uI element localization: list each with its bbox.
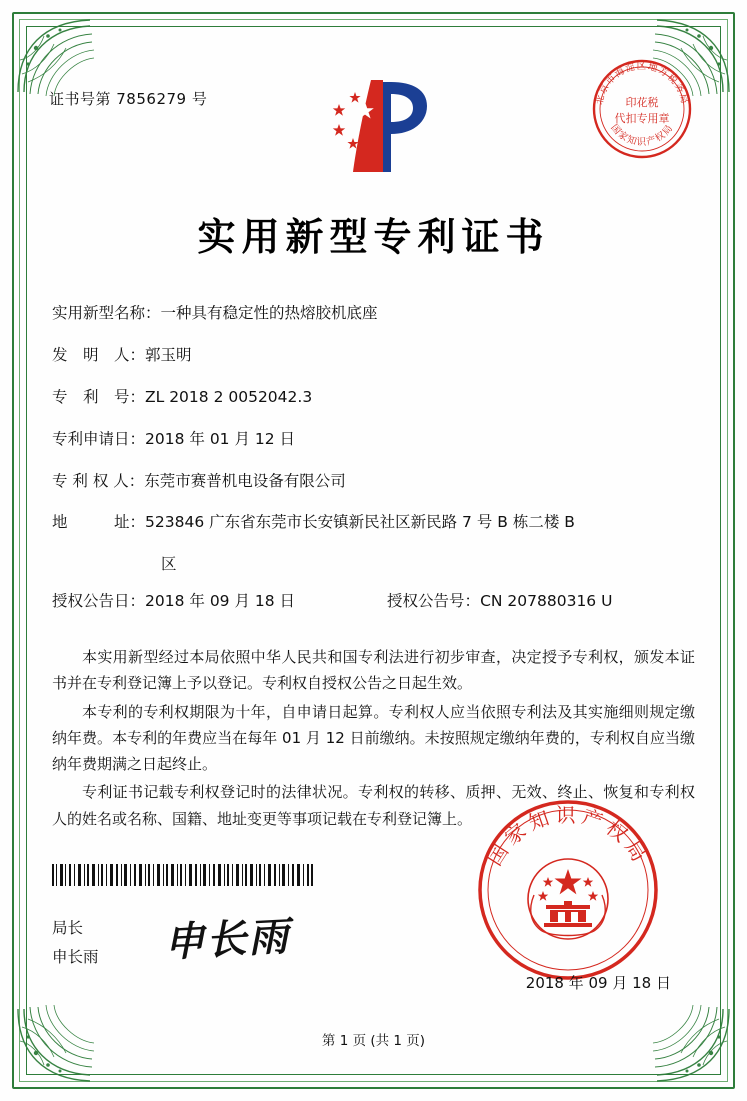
field-value: 东莞市赛普机电设备有限公司 (144, 471, 346, 490)
field-value: 一种具有稳定性的热熔胶机底座 (160, 304, 378, 322)
grant-publication-number-group (387, 592, 612, 611)
director-name: 申长雨 (52, 948, 99, 967)
signature-block (52, 914, 99, 973)
field-label: 发 明 人： (52, 345, 146, 364)
field-value-grant-date: 2018 年 09 月 18 日 (145, 591, 296, 610)
field-label: 专利申请日： (52, 429, 146, 448)
svg-text:北京市海淀区地方税务局: 北京市海淀区地方税务局 (594, 61, 690, 106)
field-value-address-line2: 区 (161, 555, 177, 574)
svg-text:代扣专用章: 代扣专用章 (614, 112, 670, 125)
field-label: 地 址： (52, 513, 146, 532)
field-row-utility-model-name (52, 304, 695, 323)
seal-date: 2018 年 09 月 18 日 (525, 974, 671, 992)
field-label: 专 利 权 人： (52, 471, 145, 490)
handwritten-signature: 申长雨 (163, 912, 292, 967)
field-label-grant-number: 授权公告号： (387, 591, 481, 610)
field-label: 专 利 号： (52, 387, 146, 406)
official-seal (475, 797, 661, 983)
certificate-number: 证书号第 7856279 号 (49, 90, 208, 108)
legal-paragraph-1: 本实用新型经过本局依照中华人民共和国专利法进行初步审查，决定授予专利权，颁发本证书并在专利登记簿上予以登记。专利权自授权公告之日起生效。 (52, 648, 695, 693)
tax-stamp-seal (589, 56, 695, 162)
field-list (52, 304, 695, 634)
director-title-label: 局长 (52, 919, 84, 937)
field-row-application-date (52, 430, 695, 449)
field-row-patentee (52, 472, 695, 491)
certificate-content (46, 46, 701, 1055)
field-row-patent-number (52, 388, 695, 407)
field-value: 523846 广东省东莞市长安镇新民社区新民路 7 号 B 栋二楼 B (145, 513, 575, 532)
field-value: ZL 2018 2 0052042.3 (145, 387, 313, 406)
svg-text:国家知识产权局: 国家知识产权局 (608, 122, 676, 148)
field-row-grant-publication (52, 592, 695, 611)
field-row-inventor (52, 346, 695, 365)
legal-paragraph-2: 本专利的专利权期限为十年，自申请日起算。专利权人应当依照专利法及其实施细则规定缴纳年费。本专利的年费应当在每年 01 月 12 日前缴纳。未按照规定缴纳年费的，专利权自应当缴纳年费期满之日起终止。 (52, 702, 695, 773)
field-row-address (52, 513, 695, 532)
page-footer: 第 1 页 (共 1 页) (321, 1033, 426, 1049)
field-label: 实用新型名称： (52, 304, 161, 322)
legal-paragraph-3: 专利证书记载专利权登记时的法律状况。专利权的转移、质押、无效、终止、恢复和专利权人的姓名或名称、国籍、地址变更等事项记载在专利登记簿上。 (52, 783, 695, 828)
page-title: 实用新型专利证书 (197, 214, 550, 259)
field-value: 2018 年 01 月 12 日 (145, 429, 296, 448)
field-value: 郭玉明 (145, 345, 192, 364)
svg-text:国家知识产权局: 国家知识产权局 (482, 803, 654, 870)
field-label-grant-date: 授权公告日： (52, 591, 146, 610)
svg-text:印花税: 印花税 (625, 96, 659, 109)
barcode (52, 864, 314, 886)
cnipa-logo-icon (309, 72, 439, 182)
field-value-grant-number: CN 207880316 U (480, 591, 613, 610)
